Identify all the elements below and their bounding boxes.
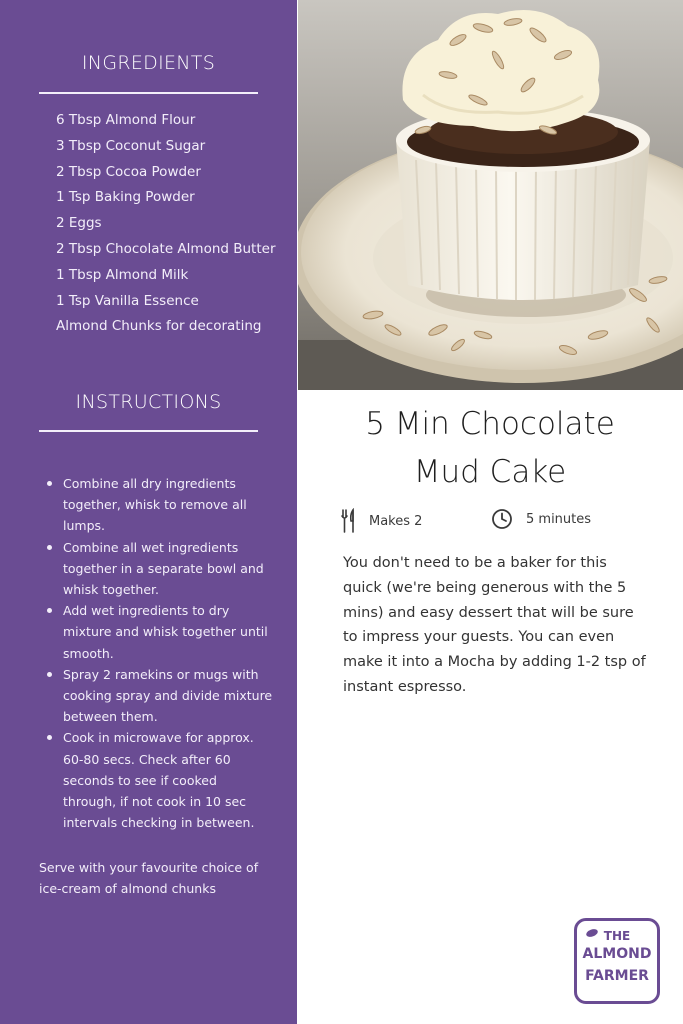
instruction-step-text: Cook in microwave for approx. 60-80 secs. Check after 60 seconds to see if cooked through, if not cook in 10 sec intervals checking in between. xyxy=(63,730,255,831)
clock-icon xyxy=(491,508,513,530)
time-text: 5 minutes xyxy=(526,511,592,527)
ingredient-item: 3 Tbsp Coconut Sugar xyxy=(56,137,206,154)
instruction-step-text: Combine all dry ingredients together, whisk to remove all lumps. xyxy=(63,476,247,534)
time-info xyxy=(491,508,591,530)
recipe-sidebar xyxy=(0,0,297,1024)
ingredient-item: Almond Chunks for decorating xyxy=(56,318,262,335)
almond-farmer-logo xyxy=(574,918,660,1004)
bullet-icon xyxy=(47,481,52,486)
instruction-step xyxy=(63,727,273,833)
bullet-icon xyxy=(47,608,52,613)
logo-line-farmer: FARMER xyxy=(585,968,649,984)
servings-info xyxy=(341,508,422,534)
ingredient-item: 6 Tbsp Almond Flour xyxy=(56,112,196,128)
instruction-step xyxy=(63,664,273,728)
ingredient-item: 2 Tbsp Cocoa Powder xyxy=(56,163,201,180)
logo-line-almond: ALMOND xyxy=(582,946,652,962)
recipe-title-line1: 5 Min Chocolate xyxy=(365,406,615,442)
instruction-step-text: Combine all wet ingredients together in a separate bowl and whisk together. xyxy=(63,539,264,598)
ingredient-item: 1 Tbsp Almond Milk xyxy=(56,266,189,283)
ingredients-heading: INGREDIENTS xyxy=(81,52,216,74)
instructions-list xyxy=(63,473,273,833)
leaf-icon xyxy=(585,928,599,938)
instruction-step xyxy=(63,537,273,601)
ingredient-item: 1 Tsp Vanilla Essence xyxy=(56,292,199,309)
instruction-step xyxy=(63,473,273,537)
bullet-icon xyxy=(47,735,52,740)
cutlery-icon xyxy=(341,508,357,534)
recipe-title xyxy=(320,400,660,496)
mud-cake-illustration xyxy=(298,0,683,390)
bullet-icon xyxy=(47,545,52,550)
servings-text: Makes 2 xyxy=(369,513,423,529)
instructions-heading: INSTRUCTIONS xyxy=(75,391,222,413)
instruction-step xyxy=(63,600,273,664)
recipe-title-line2: Mud Cake xyxy=(413,454,567,490)
ingredients-list xyxy=(56,108,276,340)
ingredient-item: 1 Tsp Baking Powder xyxy=(56,189,195,206)
mud-cake-photo xyxy=(298,0,683,390)
ingredient-item: 2 Eggs xyxy=(56,215,102,232)
instruction-step-text: Add wet ingredients to dry mixture and whisk together until smooth. xyxy=(63,603,268,661)
serving-note: Serve with your favourite choice of ice-cream of almond chunks xyxy=(39,860,259,897)
bullet-icon xyxy=(47,672,52,677)
instructions-divider xyxy=(39,430,258,432)
ingredient-item: 2 Tbsp Chocolate Almond Butter xyxy=(56,240,276,257)
instruction-step-text: Spray 2 ramekins or mugs with cooking spray and divide mixture between them. xyxy=(63,666,273,725)
recipe-description: You don't need to be a baker for this quick (we're being generous with the 5 mins) and easy dessert that will be sure to impress your guests. You can even make it into a Mocha by adding 1-2 tsp of instant espresso. xyxy=(343,555,646,695)
logo-line-the: THE xyxy=(603,929,631,943)
ingredients-divider xyxy=(39,92,258,94)
